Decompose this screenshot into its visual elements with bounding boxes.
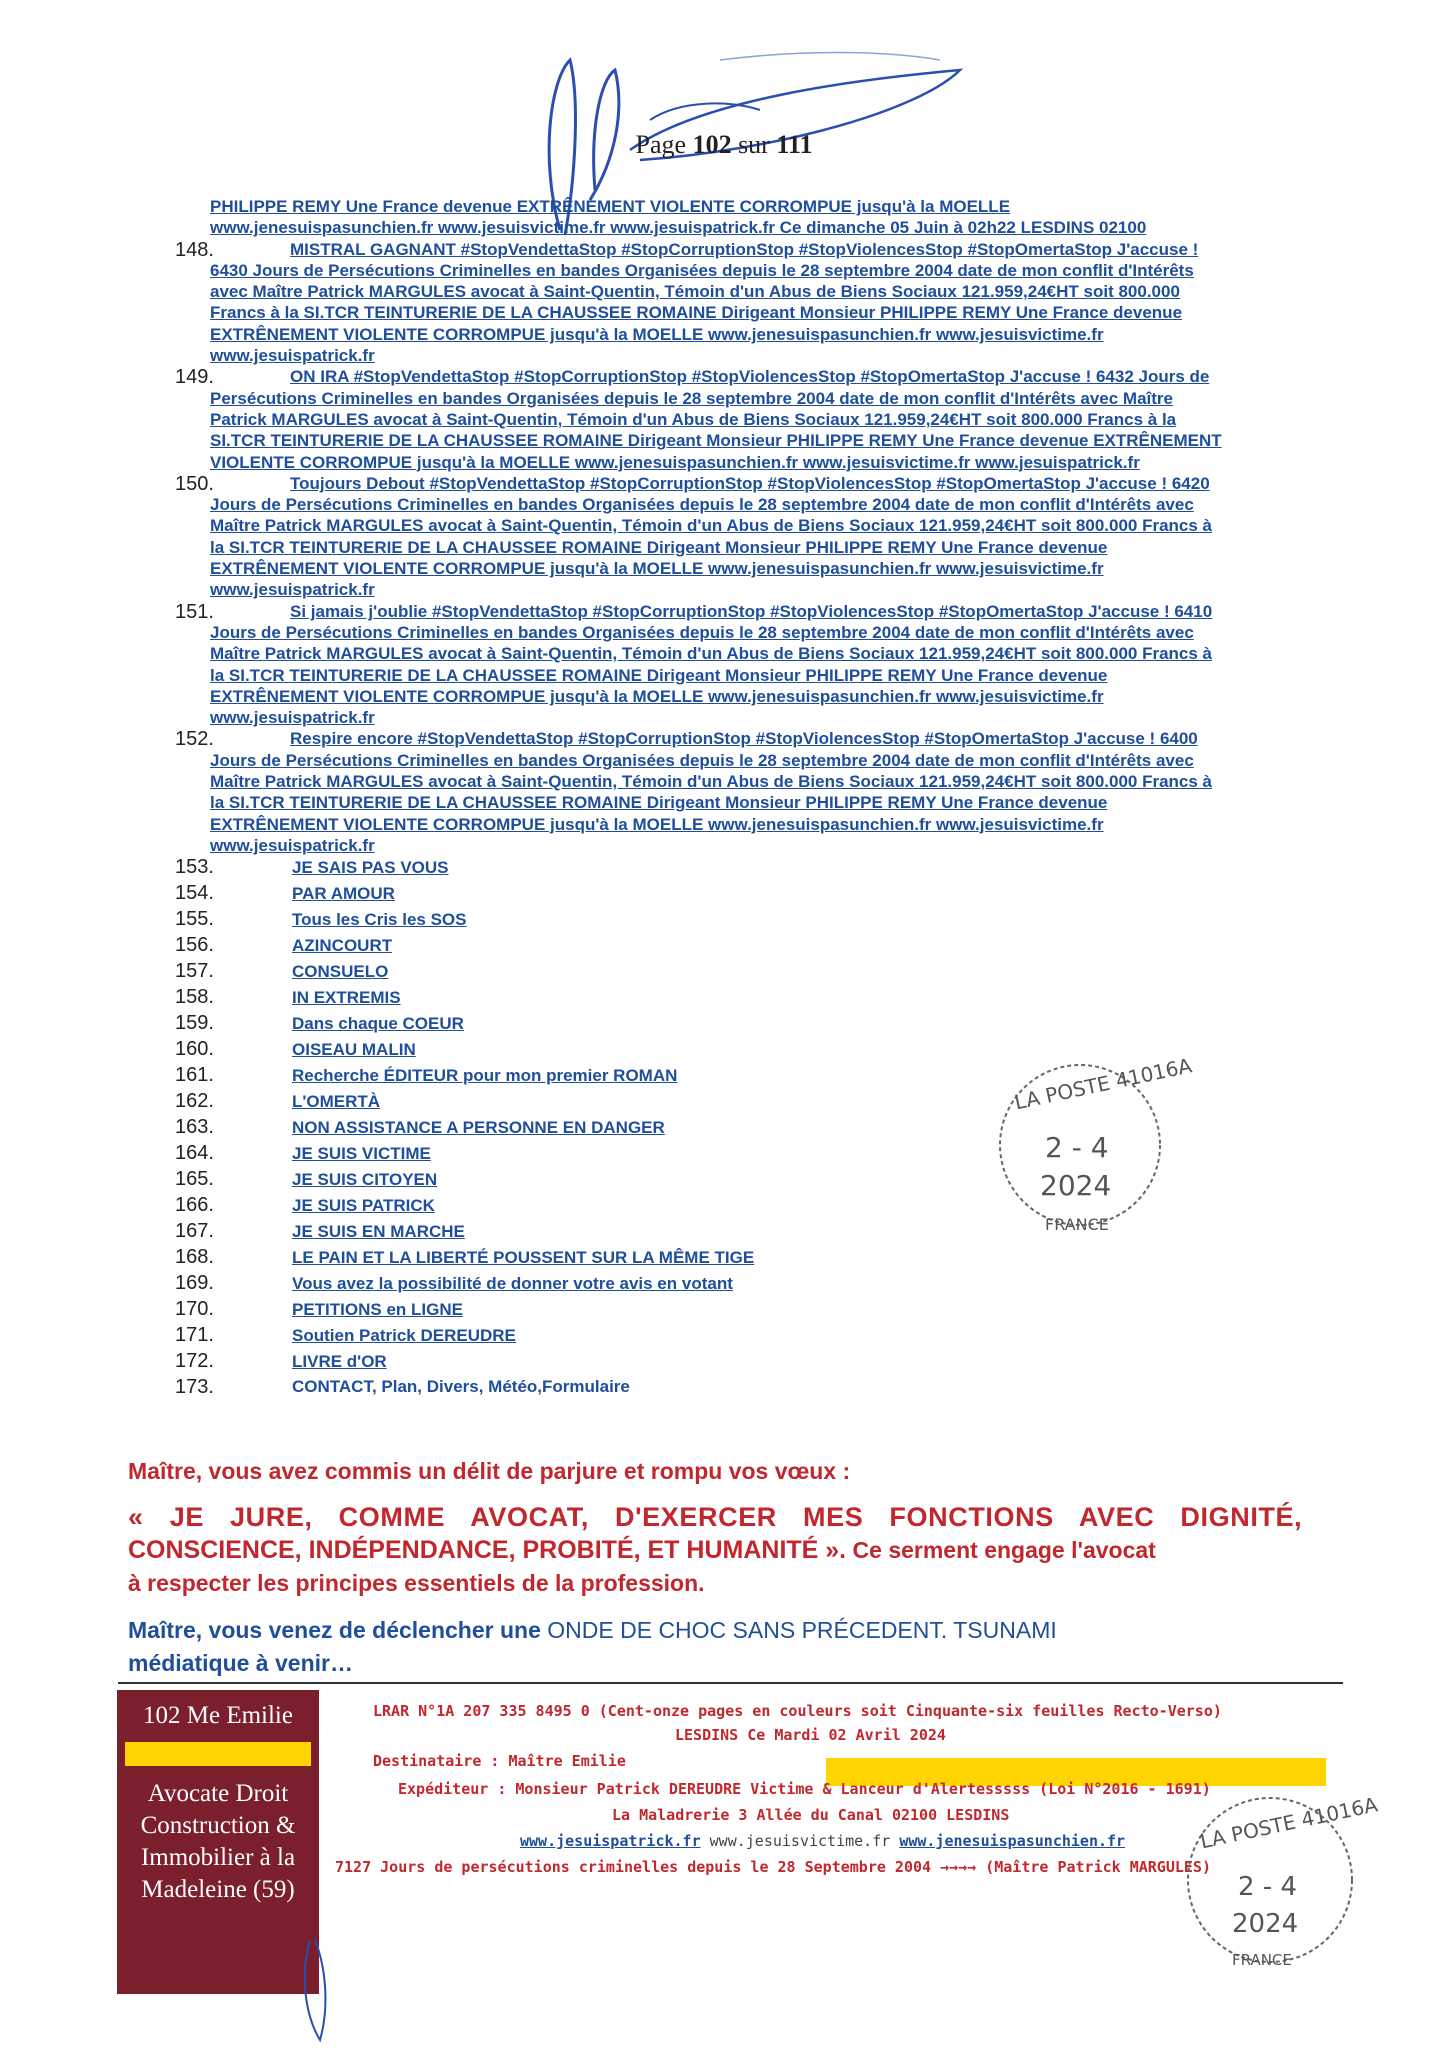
- item-link[interactable]: [175, 473, 1335, 601]
- item-number: 161.: [175, 1064, 214, 1087]
- item-number: 155.: [175, 908, 214, 931]
- page-sur: sur: [738, 130, 770, 159]
- sidebar-title: 102 Me Emilie: [143, 1702, 293, 1729]
- item-line[interactable]: Jours de Persécutions Criminelles en bandes Organisées depuis le 28 septembre 2004 date de mon conflit d'Intérêts avec: [210, 750, 1194, 770]
- stamp-date-1: 2 - 4: [1045, 1131, 1109, 1164]
- item-number: 153.: [175, 856, 214, 879]
- item-link[interactable]: Tous les Cris les SOS: [292, 910, 467, 930]
- item-link[interactable]: [175, 239, 1335, 367]
- item-line[interactable]: Francs à la SI.TCR TEINTURERIE DE LA CHAUSSEE ROMAINE Dirigeant Monsieur PHILIPPE REMY Une France devenue: [210, 303, 1183, 323]
- item-line[interactable]: EXTRÊNEMENT VIOLENTE CORROMPUE jusqu'à la MOELLE www.jenesuispasunchien.fr www.jesuisvictime.fr: [210, 559, 1104, 579]
- footer-days: 7127 Jours de persécutions criminelles depuis le 28 Septembre 2004 →→→→ (Maître Patrick MARGULES): [335, 1858, 1211, 1876]
- item-number: 157.: [175, 960, 214, 983]
- item-link[interactable]: NON ASSISTANCE A PERSONNE EN DANGER: [292, 1118, 665, 1138]
- item-line[interactable]: Respire encore #StopVendettaStop #StopCorruptionStop #StopViolencesStop #StopOmertaStop J'accuse ! 6400: [290, 729, 1198, 749]
- item-number: 166.: [175, 1194, 214, 1217]
- footer-date: LESDINS Ce Mardi 02 Avril 2024: [675, 1726, 946, 1744]
- item-line[interactable]: Toujours Debout #StopVendettaStop #StopCorruptionStop #StopViolencesStop #StopOmertaStop J'accuse ! 6420: [290, 473, 1210, 493]
- footer-address: La Maladrerie 3 Allée du Canal 02100 LESDINS: [612, 1806, 1010, 1824]
- item-line[interactable]: Maître Patrick MARGULES avocat à Saint-Quentin, Témoin d'un Abus de Biens Sociaux 121.959,24€HT soit 800.000 Francs à: [210, 772, 1213, 792]
- list-item-171: [175, 1324, 1335, 1350]
- item-link[interactable]: JE SUIS CITOYEN: [292, 1170, 438, 1190]
- oath-line-d: à respecter les principes essentiels de la profession.: [128, 1570, 705, 1596]
- item-link[interactable]: LIVRE d'OR: [292, 1352, 387, 1372]
- item-number: 154.: [175, 882, 214, 905]
- item-line[interactable]: SI.TCR TEINTURERIE DE LA CHAUSSEE ROMAINE Dirigeant Monsieur PHILIPPE REMY Une France devenue EXTRÊNEMENT: [210, 431, 1222, 451]
- item-line[interactable]: www.jesuispatrick.fr: [210, 835, 375, 855]
- list-item-169: [175, 1272, 1335, 1298]
- item-line[interactable]: MISTRAL GAGNANT #StopVendettaStop #StopCorruptionStop #StopViolencesStop #StopOmertaStop J'accuse !: [290, 239, 1199, 259]
- list-item-173: [175, 1376, 1335, 1402]
- item-number: 173.: [175, 1376, 214, 1399]
- item-number: 165.: [175, 1168, 214, 1191]
- item-link[interactable]: PAR AMOUR: [292, 884, 395, 904]
- shock-line: [128, 1617, 1057, 1644]
- item-line[interactable]: www.jesuispatrick.fr: [210, 580, 375, 600]
- item-line[interactable]: la SI.TCR TEINTURERIE DE LA CHAUSSEE ROMAINE Dirigeant Monsieur PHILIPPE REMY Une France devenue: [210, 793, 1108, 813]
- item-number: 167.: [175, 1220, 214, 1243]
- item-number: 162.: [175, 1090, 214, 1113]
- footer-websites: [520, 1832, 1125, 1850]
- stamp-year-2: 2024: [1232, 1909, 1299, 1939]
- long-items: [175, 239, 1335, 857]
- divider: [118, 1682, 1343, 1684]
- item-link[interactable]: CONSUELO: [292, 962, 389, 982]
- footer-expediteur: Expéditeur : Monsieur Patrick DEREUDRE Victime & Lanceur d'Alertesssss (Loi N°2016 - 1691): [398, 1780, 1211, 1798]
- item-link[interactable]: JE SUIS PATRICK: [292, 1196, 435, 1216]
- item-link[interactable]: Recherche ÉDITEUR pour mon premier ROMAN: [292, 1066, 678, 1086]
- item-link[interactable]: Vous avez la possibilité de donner votre avis en votant: [292, 1274, 733, 1294]
- item-link[interactable]: LE PAIN ET LA LIBERTÉ POUSSENT SUR LA MÊME TIGE: [292, 1248, 755, 1268]
- shock-prefix: Maître, vous venez de déclencher une: [128, 1617, 548, 1643]
- item-number: 151.: [175, 600, 214, 623]
- item-number: 169.: [175, 1272, 214, 1295]
- item-link[interactable]: JE SUIS VICTIME: [292, 1144, 431, 1164]
- item-number: 164.: [175, 1142, 214, 1165]
- footer-lrar: LRAR N°1A 207 335 8495 0 (Cent-onze pages en couleurs soit Cinquante-six feuilles Recto-Verso): [373, 1702, 1222, 1720]
- item-number: 159.: [175, 1012, 214, 1035]
- stamp-text-1: LA POSTE 41016A: [1012, 1053, 1194, 1115]
- page-number: 102: [692, 130, 732, 159]
- item-link[interactable]: JE SAIS PAS VOUS: [292, 858, 449, 878]
- item-line[interactable]: EXTRÊNEMENT VIOLENTE CORROMPUE jusqu'à la MOELLE www.jenesuispasunchien.fr www.jesuisvictime.fr: [210, 686, 1104, 706]
- link-jesuispatrick[interactable]: www.jesuispatrick.fr: [520, 1832, 701, 1850]
- list-item-157: [175, 960, 1335, 986]
- page-total: 111: [776, 130, 813, 159]
- item-link[interactable]: Soutien Patrick DEREUDRE: [292, 1326, 516, 1346]
- continuation-text[interactable]: [175, 196, 1335, 239]
- item-line[interactable]: la SI.TCR TEINTURERIE DE LA CHAUSSEE ROMAINE Dirigeant Monsieur PHILIPPE REMY Une France devenue: [210, 537, 1108, 557]
- continuation-line-1[interactable]: PHILIPPE REMY Une France devenue EXTRÊNEMENT VIOLENTE CORROMPUE jusqu'à la MOELLE: [210, 197, 1011, 216]
- item-number: 149.: [175, 366, 214, 389]
- oath-line-a: « JE JURE, COMME AVOCAT, D'EXERCER MES FONCTIONS AVEC DIGNITÉ,: [128, 1502, 1303, 1532]
- list-item-149: [175, 366, 1335, 472]
- signature-scribble-bottom-icon: [290, 1935, 350, 2045]
- item-number: 168.: [175, 1246, 214, 1269]
- page-label: Page: [635, 130, 687, 159]
- oath-line-b: [128, 1536, 1156, 1565]
- list-item-150: [175, 473, 1335, 601]
- footer-destinataire: Destinataire : Maître Emilie: [373, 1752, 626, 1770]
- redaction-bar: [125, 1742, 311, 1766]
- item-line[interactable]: www.jesuispatrick.fr: [210, 708, 375, 728]
- stamp-year-1: 2024: [1040, 1169, 1112, 1202]
- item-number: 152.: [175, 728, 214, 751]
- item-link[interactable]: L'OMERTÀ: [292, 1092, 381, 1112]
- item-line[interactable]: 6430 Jours de Persécutions Criminelles en bandes Organisées depuis le 28 septembre 2004 date de mon conflit d'Intérêts: [210, 260, 1194, 280]
- sidebar-line-4: Madeleine (59): [141, 1876, 295, 1903]
- stamp-country-2: FRANCE: [1232, 1951, 1292, 1969]
- oath-comment: Ce serment engage l'avocat: [846, 1537, 1156, 1563]
- item-line[interactable]: www.jesuispatrick.fr: [210, 346, 375, 366]
- item-line[interactable]: ON IRA #StopVendettaStop #StopCorruptionStop #StopViolencesStop #StopOmertaStop J'accuse ! 6432 Jours de: [290, 367, 1210, 387]
- item-line[interactable]: Jours de Persécutions Criminelles en bandes Organisées depuis le 28 septembre 2004 date de mon conflit d'Intérêts avec: [210, 622, 1194, 642]
- stamp-country-1: FRANCE: [1045, 1215, 1109, 1234]
- list-item-153: [175, 856, 1335, 882]
- item-line[interactable]: Maître Patrick MARGULES avocat à Saint-Quentin, Témoin d'un Abus de Biens Sociaux 121.959,24€HT soit 800.000 Francs à: [210, 516, 1213, 536]
- item-number: 171.: [175, 1324, 214, 1347]
- perjury-statement: Maître, vous avez commis un délit de parjure et rompu vos vœux :: [128, 1458, 851, 1484]
- list-item-170: [175, 1298, 1335, 1324]
- link-jenesuispasunchien[interactable]: www.jenesuispasunchien.fr: [899, 1832, 1126, 1850]
- item-number: 148.: [175, 238, 214, 261]
- item-link[interactable]: JE SUIS EN MARCHE: [292, 1222, 465, 1242]
- page-header: [0, 130, 1448, 160]
- oath-quote-end: CONSCIENCE, INDÉPENDANCE, PROBITÉ, ET HUMANITÉ ».: [128, 1536, 847, 1564]
- sidebar-line-1: Avocate Droit: [147, 1780, 289, 1807]
- item-link[interactable]: [175, 728, 1335, 856]
- item-link[interactable]: OISEAU MALIN: [292, 1040, 416, 1060]
- list-item-154: [175, 882, 1335, 908]
- item-number: 150.: [175, 472, 214, 495]
- postmark-stamp-1: [985, 1045, 1194, 1245]
- list-item-159: [175, 1012, 1335, 1038]
- stamp-text-2: LA POSTE 41016A: [1198, 1792, 1380, 1854]
- item-line[interactable]: Patrick MARGULES avocat à Saint-Quentin, Témoin d'un Abus de Biens Sociaux 121.959,24€HT soit 800.000 Francs à la: [210, 409, 1177, 429]
- item-number: 160.: [175, 1038, 214, 1061]
- list-item-155: [175, 908, 1335, 934]
- list-item-156: [175, 934, 1335, 960]
- item-link[interactable]: IN EXTREMIS: [292, 988, 401, 1008]
- postmark-stamp-2: [1170, 1780, 1380, 1980]
- item-link[interactable]: [175, 366, 1335, 472]
- link-jesuisvictime[interactable]: www.jesuisvictime.fr: [709, 1832, 891, 1850]
- item-link[interactable]: [175, 601, 1335, 729]
- list-item-151: [175, 601, 1335, 729]
- list-item-168: [175, 1246, 1335, 1272]
- item-link[interactable]: PETITIONS en LIGNE: [292, 1300, 463, 1320]
- list-item-152: [175, 728, 1335, 856]
- item-line[interactable]: VIOLENTE CORROMPUE jusqu'à la MOELLE www.jenesuispasunchien.fr www.jesuisvictime.fr www.jesuispatrick.fr: [210, 452, 1140, 472]
- list-item-158: [175, 986, 1335, 1012]
- item-link[interactable]: AZINCOURT: [292, 936, 393, 956]
- item-line[interactable]: Maître Patrick MARGULES avocat à Saint-Quentin, Témoin d'un Abus de Biens Sociaux 121.959,24€HT soit 800.000 Francs à: [210, 644, 1213, 664]
- item-line[interactable]: EXTRÊNEMENT VIOLENTE CORROMPUE jusqu'à la MOELLE www.jenesuispasunchien.fr www.jesuisvictime.fr: [210, 324, 1104, 344]
- sidebar-line-3: Immobilier à la: [140, 1844, 296, 1871]
- item-number: 158.: [175, 986, 214, 1009]
- item-line[interactable]: avec Maître Patrick MARGULES avocat à Saint-Quentin, Témoin d'un Abus de Biens Sociaux 121.959,24€HT soit 800.000: [210, 282, 1180, 302]
- item-line[interactable]: Persécutions Criminelles en bandes Organisées depuis le 28 septembre 2004 date de mon conflit d'Intérêts avec Maître: [210, 388, 1174, 408]
- item-line[interactable]: Si jamais j'oublie #StopVendettaStop #StopCorruptionStop #StopViolencesStop #StopOmertaStop J'accuse ! 6410: [290, 601, 1213, 621]
- list-item-148: [175, 239, 1335, 367]
- continuation-line-2[interactable]: www.jenesuispasunchien.fr www.jesuisvictime.fr www.jesuispatrick.fr Ce dimanche 05 Juin à 02h22 LESDINS 02100: [210, 218, 1147, 238]
- sidebar-line-2: Construction &: [140, 1812, 296, 1839]
- item-line[interactable]: la SI.TCR TEINTURERIE DE LA CHAUSSEE ROMAINE Dirigeant Monsieur PHILIPPE REMY Une France devenue: [210, 665, 1108, 685]
- list-item-172: [175, 1350, 1335, 1376]
- shock-line-2: médiatique à venir…: [128, 1650, 353, 1676]
- item-number: 172.: [175, 1350, 214, 1373]
- shock-emphasis: ONDE DE CHOC SANS PRÉCEDENT. TSUNAMI: [547, 1617, 1057, 1643]
- item-number: 163.: [175, 1116, 214, 1139]
- item-line[interactable]: EXTRÊNEMENT VIOLENTE CORROMPUE jusqu'à la MOELLE www.jenesuispasunchien.fr www.jesuisvictime.fr: [210, 814, 1104, 834]
- item-link[interactable]: Dans chaque COEUR: [292, 1014, 464, 1034]
- stamp-date-2: 2 - 4: [1238, 1872, 1297, 1902]
- item-number: 170.: [175, 1298, 214, 1321]
- recipient-sidebar: [117, 1690, 319, 1994]
- item-line[interactable]: Jours de Persécutions Criminelles en bandes Organisées depuis le 28 septembre 2004 date de mon conflit d'Intérêts avec: [210, 495, 1194, 515]
- item-number: 156.: [175, 934, 214, 957]
- contact-text: CONTACT, Plan, Divers, Météo,Formulaire: [292, 1377, 630, 1397]
